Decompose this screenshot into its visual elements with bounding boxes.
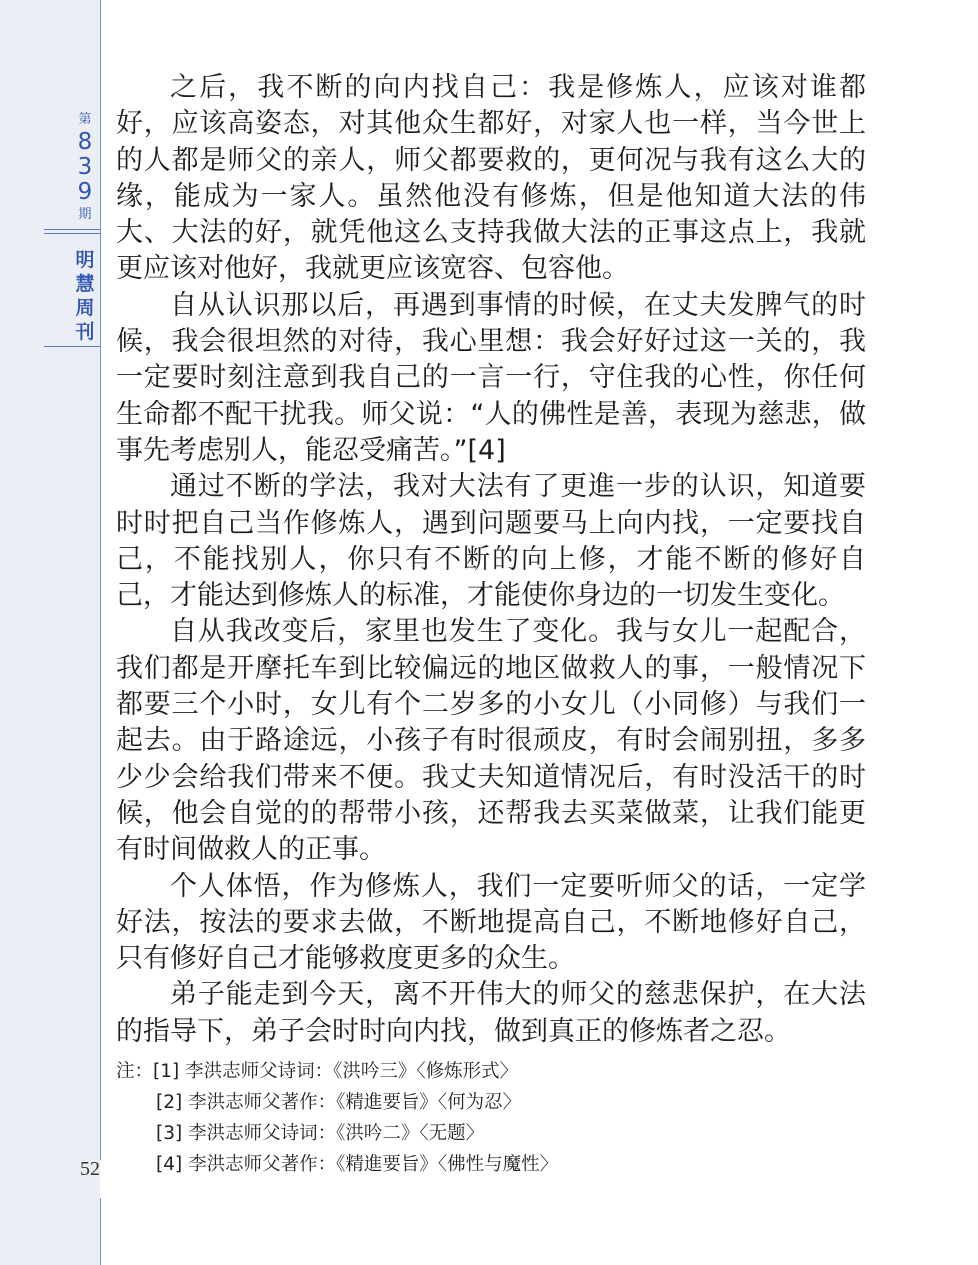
- footnote: [2] 李洪志师父著作：《精進要旨》〈何为忍〉: [156, 1092, 522, 1113]
- body-paragraph: 通过不断的学法，我对大法有了更進一步的认识，知道要时时把自己当作修炼人，遇到问题要马上向内找，一定要找自己，不能找别人，你只有不断的向上修，才能不断的修好自己，才能达到修炼人的标准，才能使你身边的一切发生变化。: [116, 471, 866, 612]
- sidebar-divider: [44, 233, 100, 234]
- article-body: [116, 70, 866, 1050]
- footnote: 注：[1] 李洪志师父诗词：《洪吟三》〈修炼形式〉: [116, 1061, 519, 1082]
- publication-name: [70, 248, 100, 344]
- body-paragraph: 自从认识那以后，再遇到事情的时候，在丈夫发脾气的时候，我会很坦然的对待，我心里想：我会好好过这一关的，我一定要时刻注意到我自己的一言一行，守住我的心性，你任何生命都不配干扰我。师父说：“人的佛性是善，表现为慈悲，做事先考虑别人，能忍受痛苦。”[4]: [116, 289, 866, 466]
- footnotes: [116, 1056, 816, 1180]
- body-paragraph: 自从我改变后，家里也发生了变化。我与女儿一起配合，我们都是开摩托车到比较偏远的地区做救人的事，一般情况下都要三个小时，女儿有个二岁多的小女儿（小同修）与我们一起去。由于路途远，小孩子有时很顽皮，有时会闹别扭，多多少少会给我们带来不便。我丈夫知道情况后，有时没活干的时候，他会自觉的的帮带小孩，还帮我去买菜做菜，让我们能更有时间做救人的正事。: [116, 616, 866, 866]
- footnote: [3] 李洪志师父诗词：《洪吟二》〈无题〉: [156, 1123, 485, 1144]
- sidebar-divider: [44, 229, 100, 230]
- page-number: 52: [80, 1158, 100, 1180]
- issue-label-top: 第: [78, 112, 92, 127]
- publication-char: 慧: [75, 273, 95, 295]
- footnote: [4] 李洪志师父著作：《精進要旨》〈佛性与魔性〉: [156, 1154, 559, 1175]
- body-paragraph: 之后，我不断的向内找自己：我是修炼人，应该对谁都好，应该高姿态，对其他众生都好，对家人也一样，当今世上的人都是师父的亲人，师父都要救的，更何况与我有这么大的缘，能成为一家人。虽然他没有修炼，但是他知道大法的伟大、大法的好，就凭他这么支持我做大法的正事这点上，我就更应该对他好，我就更应该宽容、包容他。: [116, 72, 866, 285]
- issue-digit: 3: [77, 154, 93, 180]
- issue-digit: 9: [77, 179, 93, 205]
- publication-char: 明: [75, 249, 95, 271]
- publication-char: 周: [75, 297, 95, 319]
- publication-char: 刊: [75, 321, 95, 343]
- issue-number-block: [70, 110, 100, 225]
- issue-digit: 8: [77, 129, 93, 155]
- body-paragraph: 个人体悟，作为修炼人，我们一定要听师父的话，一定学好法，按法的要求去做，不断地提高自己，不断地修好自己，只有修好自己才能够救度更多的众生。: [116, 870, 866, 975]
- sidebar-border-line: [100, 0, 101, 1160]
- sidebar-border-line-lower: [100, 1198, 101, 1265]
- body-paragraph: 弟子能走到今天，离不开伟大的师父的慈悲保护，在大法的指导下，弟子会时时向内找，做到真正的修炼者之忍。: [116, 979, 866, 1047]
- issue-label-bottom: 期: [78, 207, 92, 222]
- sidebar-divider: [44, 346, 100, 347]
